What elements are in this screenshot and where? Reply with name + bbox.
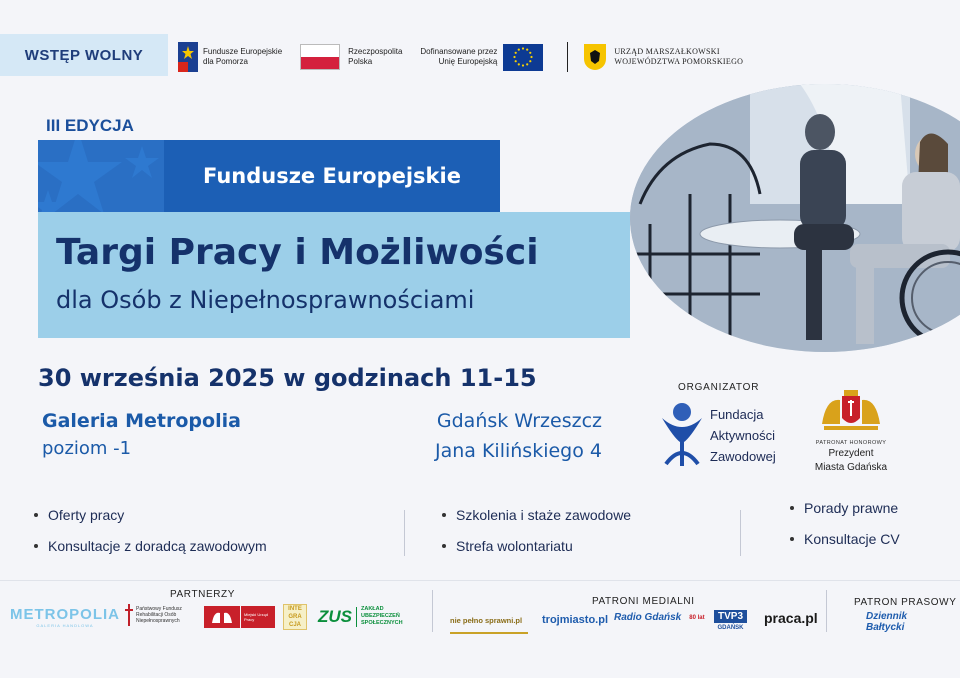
list-item: Oferty pracy <box>34 505 267 536</box>
partners-label: PARTNERZY <box>170 589 236 600</box>
program-band <box>38 140 500 212</box>
funding-logos <box>178 38 761 76</box>
zus-text: ZUS <box>318 606 352 626</box>
fundacja-line2: Aktywności <box>710 427 776 443</box>
pfron-line3: Niepełnosprawnych <box>136 618 180 624</box>
gdansk-coat-of-arms-icon <box>818 388 884 432</box>
zus-line1: ZAKŁAD <box>361 606 384 612</box>
features-col1 <box>34 505 267 567</box>
features-divider <box>404 510 405 556</box>
metropolia-logo <box>10 606 120 628</box>
event-date: 30 września 2025 w godzinach 11-15 <box>38 364 537 392</box>
urzad-logo <box>584 44 743 70</box>
radio-years: 80 lat <box>689 614 705 621</box>
dziennik-line1: Dziennik <box>866 611 908 622</box>
metropolia-text: METROPOLIA <box>10 606 120 623</box>
list-item: Konsultacje z doradcą zawodowym <box>34 536 267 567</box>
mup-text: Miejski Urząd Pracy <box>241 606 275 628</box>
list-item: Konsultacje CV <box>790 529 900 560</box>
polish-flag-icon <box>300 44 340 70</box>
fundacja-line1: Fundacja <box>710 406 764 422</box>
urzad-line2: WOJEWÓDZTWA POMORSKIEGO <box>614 57 744 66</box>
trojmiasto-logo: trojmiasto.pl <box>542 614 609 626</box>
program-label: Fundusze Europejskie <box>203 164 461 188</box>
pomorskie-crest-icon <box>584 44 606 70</box>
patron-line2: Miasta Gdańska <box>814 462 888 473</box>
praca-logo: praca.pl <box>764 610 818 626</box>
free-entry-badge: WSTĘP WOLNY <box>0 34 168 76</box>
fe-line1: Fundusze Europejskie <box>203 47 283 56</box>
pfron-logo <box>124 604 182 626</box>
niepelnosprawni-logo: nie pełno sprawni.pl <box>450 608 528 634</box>
fe-line2: dla Pomorza <box>203 57 248 66</box>
pfron-line1: Państwowy Fundusz <box>136 606 182 612</box>
tvp3-text: TVP3 <box>714 610 747 623</box>
integracja-logo: INTE GRA CJA <box>283 604 307 630</box>
dziennik-line2: Bałtycki <box>866 622 905 633</box>
rp-line1: Rzeczpospolita <box>348 47 403 56</box>
eu-stars-decoration <box>38 140 164 212</box>
venue-city: Gdańsk Wrzeszcz <box>436 410 602 432</box>
logo-divider <box>567 42 568 72</box>
footer-divider <box>0 580 960 581</box>
event-title: Targi Pracy i Możliwości <box>56 232 539 273</box>
fundacja-figure-icon <box>660 402 704 468</box>
rp-logo <box>300 44 402 70</box>
zus-divider <box>356 607 357 627</box>
zus-line3: SPOŁECZNYCH <box>361 620 403 626</box>
radio-gdansk-text: Radio Gdańsk <box>614 612 682 623</box>
dziennik-baltycki-logo <box>866 611 907 633</box>
patron-line1: Prezydent <box>828 448 874 459</box>
event-photo <box>630 84 960 352</box>
radio-gdansk-logo <box>614 612 705 623</box>
venue-level: poziom -1 <box>42 438 132 459</box>
features-col2 <box>442 505 631 567</box>
fe-pomorze-logo <box>178 42 282 72</box>
pfron-icon <box>124 604 134 626</box>
press-patron-label: PATRON PRASOWY <box>854 597 957 608</box>
list-item: Strefa wolontariatu <box>442 536 631 567</box>
title-band <box>38 212 630 338</box>
venue-street: Jana Kilińskiego 4 <box>435 440 602 462</box>
eu-line2: Unię Europejską <box>438 57 498 66</box>
features-col3 <box>790 498 900 560</box>
list-item: Szkolenia i staże zawodowe <box>442 505 631 536</box>
fundacja-logo <box>660 402 776 468</box>
organizer-label: ORGANIZATOR <box>678 382 760 393</box>
media-patrons-label: PATRONI MEDIALNI <box>592 596 695 607</box>
event-subtitle: dla Osób z Niepełnosprawnościami <box>56 286 475 314</box>
fundacja-line3: Zawodowej <box>710 448 776 464</box>
pfron-line2: Rehabilitacji Osób <box>136 612 177 618</box>
patronat-small-label: PATRONAT HONOROWY <box>815 440 887 446</box>
footer-section-divider <box>432 590 433 632</box>
venue-name: Galeria Metropolia <box>42 410 241 432</box>
rp-line2: Polska <box>348 57 373 66</box>
footer-section-divider <box>826 590 827 632</box>
mup-logo <box>204 606 275 628</box>
eu-line1: Dofinansowane przez <box>420 47 498 56</box>
mup-crest-icon <box>204 606 240 628</box>
features-divider <box>740 510 741 556</box>
urzad-line1: URZĄD MARSZAŁKOWSKI <box>614 47 720 56</box>
patronat-honorowy <box>806 388 896 474</box>
zus-line2: UBEZPIECZEŃ <box>361 613 400 619</box>
zus-logo <box>318 606 403 627</box>
list-item: Porady prawne <box>790 498 900 529</box>
tvp3-sub: GDAŃSK <box>717 625 744 631</box>
tvp3-logo <box>714 610 747 631</box>
fe-stars-icon <box>178 42 198 72</box>
eu-logo <box>420 44 543 71</box>
eu-flag-icon <box>503 44 543 71</box>
metropolia-sub: GALERIA HANDLOWA <box>36 623 94 628</box>
edition-label: III EDYCJA <box>46 116 134 135</box>
